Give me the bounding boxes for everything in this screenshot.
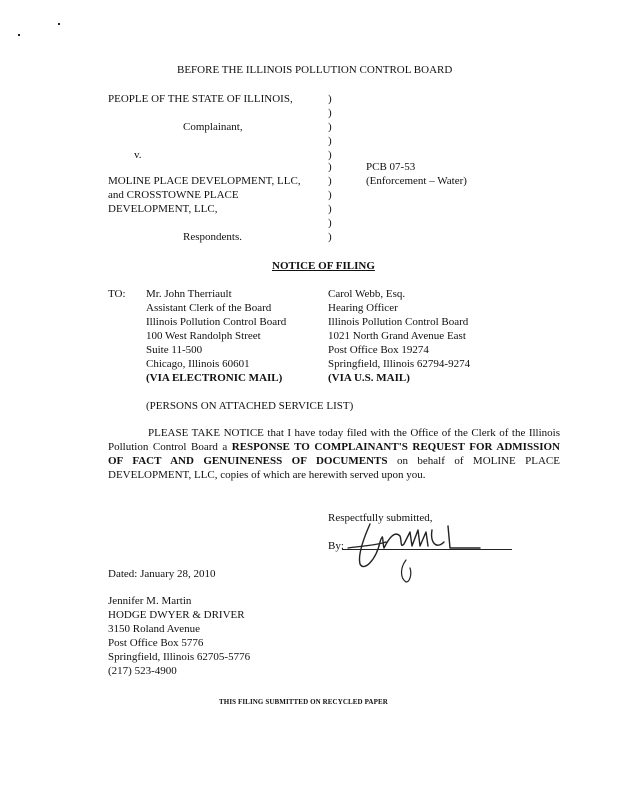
recycled-paper-footer: THIS FILING SUBMITTED ON RECYCLED PAPER — [219, 698, 388, 706]
scan-speck — [18, 34, 20, 36]
closing: Respectfully submitted, — [328, 512, 433, 524]
plaintiff-name: PEOPLE OF THE STATE OF ILLINOIS, — [108, 93, 293, 105]
attorney-name: Jennifer M. Martin — [108, 595, 192, 607]
recipient-org: Illinois Pollution Control Board — [146, 316, 287, 328]
caption-paren: ) — [328, 203, 332, 215]
caption-paren: ) — [328, 93, 332, 105]
versus: v. — [134, 149, 142, 161]
recipient-street: 1021 North Grand Avenue East — [328, 330, 466, 342]
body-document-title: RESPONSE TO COMPLAINANT'S REQUEST FOR ADMISSION OF FACT AND GENUINENESS OF DOCUMENTS — [108, 441, 560, 467]
caption-paren: ) — [328, 231, 332, 243]
recipient-title: Assistant Clerk of the Board — [146, 302, 272, 314]
caption-paren: ) — [328, 175, 332, 187]
caption-paren: ) — [328, 107, 332, 119]
service-list-note: (PERSONS ON ATTACHED SERVICE LIST) — [146, 400, 354, 412]
caption-paren: ) — [328, 217, 332, 229]
respondent-line-3: DEVELOPMENT, LLC, — [108, 203, 218, 215]
recipient-name: Mr. John Therriault — [146, 288, 232, 300]
recipient-street: 100 West Randolph Street — [146, 330, 261, 342]
board-title: BEFORE THE ILLINOIS POLLUTION CONTROL BOARD — [177, 64, 453, 76]
case-type: (Enforcement – Water) — [366, 175, 467, 187]
recipient-suite: Suite 11-500 — [146, 344, 203, 356]
to-label: TO: — [108, 288, 126, 300]
recipient-box: Post Office Box 19274 — [328, 344, 429, 356]
recipient-hearing-officer — [328, 288, 470, 386]
plaintiff-role: Complainant, — [183, 121, 243, 133]
attorney-box: Post Office Box 5776 — [108, 637, 204, 649]
attorney-street: 3150 Roland Avenue — [108, 623, 201, 635]
caption-paren: ) — [328, 149, 332, 161]
caption-paren: ) — [328, 161, 332, 173]
by-label: By: — [328, 540, 344, 552]
recipient-org: Illinois Pollution Control Board — [328, 316, 469, 328]
attorney-city: Springfield, Illinois 62705-5776 — [108, 651, 251, 663]
recipient-name: Carol Webb, Esq. — [328, 288, 406, 300]
recipient-clerk — [146, 288, 286, 386]
scan-speck — [58, 23, 60, 25]
caption-paren: ) — [328, 189, 332, 201]
recipient-title: Hearing Officer — [328, 302, 398, 314]
notice-body — [108, 426, 560, 482]
date-line: Dated: January 28, 2010 — [108, 568, 216, 580]
attorney-firm: HODGE DWYER & DRIVER — [108, 609, 245, 621]
attorney-phone: (217) 523-4900 — [108, 665, 177, 677]
recipient-delivery: (VIA ELECTRONIC MAIL) — [146, 372, 283, 384]
respondent-role: Respondents. — [183, 231, 242, 243]
notice-title: NOTICE OF FILING — [272, 260, 375, 272]
recipient-delivery: (VIA U.S. MAIL) — [328, 372, 410, 384]
handwritten-signature — [340, 512, 490, 584]
recipient-city: Springfield, Illinois 62794-9274 — [328, 358, 471, 370]
caption-paren: ) — [328, 121, 332, 133]
respondent-line-2: and CROSSTOWNE PLACE — [108, 189, 239, 201]
body-text-2: on behalf of MOLINE PLACE DEVELOPMENT, LLC, copies of which are herewith served upon you. — [108, 455, 560, 481]
respondent-line-1: MOLINE PLACE DEVELOPMENT, LLC, — [108, 175, 301, 187]
recipient-city: Chicago, Illinois 60601 — [146, 358, 250, 370]
body-text-1: PLEASE TAKE NOTICE that I have today filed with the Office of the Clerk of the Illinois Pollution Control Board a — [108, 427, 560, 453]
attorney-block — [108, 595, 250, 679]
case-number: PCB 07-53 — [366, 161, 416, 173]
caption-paren: ) — [328, 135, 332, 147]
